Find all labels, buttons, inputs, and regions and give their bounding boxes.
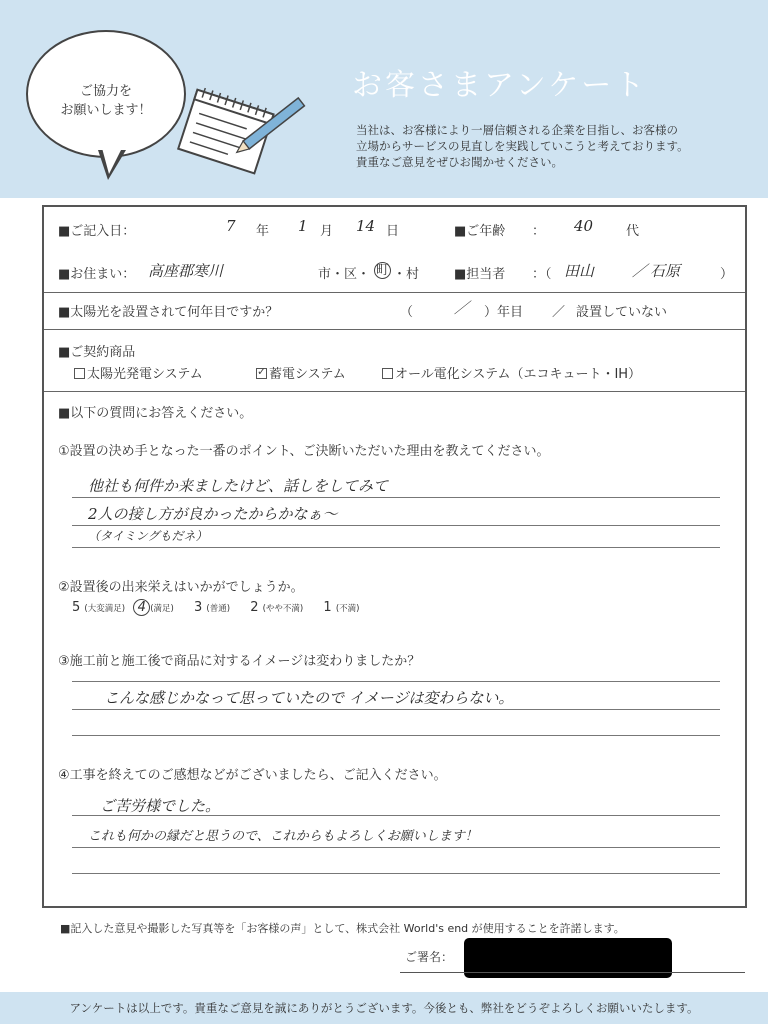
- products-label: ■ご契約商品: [58, 345, 136, 360]
- rating-3[interactable]: 3 (普通): [193, 600, 231, 615]
- solar-none-option[interactable]: 設置していない: [576, 305, 668, 320]
- usage-consent-note: ■記入した意見や撮影した写真等を「お客様の声」として、株式会社 World's end が使用することを許諾します。: [60, 922, 625, 935]
- date-year-unit: 年: [256, 224, 270, 239]
- questions-heading: ■以下の質問にお答えください。: [58, 406, 253, 421]
- checkbox-unchecked-icon[interactable]: [382, 368, 393, 379]
- age-colon: ：: [532, 224, 546, 239]
- address-unit-city: 市・区・: [318, 267, 371, 282]
- answer-3[interactable]: こんな感じかなって思っていたので イメージは変わらない。: [104, 689, 514, 707]
- answer-1-line-1[interactable]: 他社も何件か来ましたけど、話しをしてみて: [88, 477, 389, 495]
- rating-4-selected[interactable]: 4 (満足): [133, 600, 174, 615]
- solar-close: ）年目: [484, 305, 524, 320]
- product-option-solar[interactable]: 太陽光発電システム: [74, 363, 203, 382]
- rating-5[interactable]: 5 (大変満足): [72, 600, 126, 615]
- satisfaction-scale: [72, 599, 359, 616]
- address-unit-village: ・村: [393, 267, 420, 282]
- date-day-unit: 日: [386, 224, 400, 239]
- date-month-value[interactable]: 1: [298, 217, 308, 235]
- solar-question: ■太陽光を設置されて何年目ですか？: [58, 305, 279, 320]
- notepad-pencil-icon: [170, 80, 310, 180]
- divider: [44, 292, 745, 293]
- date-month-unit: 月: [320, 224, 334, 239]
- age-value[interactable]: 40: [574, 217, 594, 235]
- staff-name-1[interactable]: 田山: [564, 262, 595, 280]
- rating-1[interactable]: 1 (不満): [323, 600, 360, 615]
- staff-close: ）: [720, 267, 734, 282]
- intro-text: 当社は、お客様により一層信頼される企業を目指し、お客様の 立場からサービスの見直しを実践していこうと考えております。 貴重なご意見をぜひお聞かせください。: [356, 123, 689, 169]
- solar-open: （: [400, 305, 414, 320]
- age-unit: 代: [626, 224, 640, 239]
- checkbox-unchecked-icon[interactable]: [74, 368, 85, 379]
- signature-label: ご署名：: [405, 950, 454, 964]
- staff-name-2[interactable]: 石原: [650, 262, 681, 280]
- address-label: ■お住まい：: [58, 267, 136, 282]
- rating-2[interactable]: 2 (やや不満): [250, 600, 304, 615]
- footer-text: アンケートは以上です。貴重なご意見を誠にありがとうございます。今後とも、弊社をどうぞよろしくお願いいたします。: [69, 1001, 699, 1015]
- question-3: ③施工前と施工後で商品に対するイメージは変わりましたか？: [58, 654, 421, 669]
- answer-4-line-1[interactable]: ご苦労様でした。: [100, 797, 221, 815]
- speech-bubble-text: ご協力を お願いします！: [60, 84, 152, 118]
- divider: [44, 391, 745, 392]
- question-1: ①設置の決め手となった一番のポイント、ご決断いただいた理由を教えてください。: [58, 444, 550, 459]
- staff-label: ■担当者: [454, 267, 506, 282]
- answer-4-line-2[interactable]: これも何かの縁だと思うので、これからもよろしくお願いします！: [88, 829, 478, 844]
- question-2: ②設置後の出来栄えはいかがでしょうか。: [58, 580, 304, 595]
- solar-separator: ／: [552, 305, 566, 320]
- page-title: お客さまアンケート: [352, 68, 648, 103]
- divider: [44, 329, 745, 330]
- question-4: ④工事を終えてのご感想などがございましたら、ご記入ください。: [58, 768, 447, 783]
- product-option-all-electric[interactable]: オール電化システム（エコキュート・IH）: [382, 363, 641, 382]
- solar-slash: ／: [454, 299, 470, 317]
- answer-1-line-3[interactable]: （タイミングもだネ）: [88, 529, 208, 543]
- age-label: ■ご年齢: [454, 224, 506, 239]
- signature-line: [400, 972, 745, 973]
- staff-open: ：（: [532, 267, 552, 282]
- answer-1-line-2[interactable]: 2人の接し方が良かったからかなぁ～: [88, 505, 338, 523]
- staff-separator: ／: [632, 262, 648, 280]
- survey-form: [42, 205, 747, 908]
- address-value[interactable]: 高座郡寒川: [148, 262, 224, 280]
- date-label: ■ご記入日：: [58, 224, 136, 239]
- address-unit-town-circled: 町: [375, 263, 389, 278]
- product-option-storage[interactable]: ✓ 蓄電システム: [256, 363, 346, 382]
- checkbox-checked-icon[interactable]: [256, 368, 267, 379]
- date-day-value[interactable]: 14: [356, 217, 376, 235]
- date-year-value[interactable]: 7: [226, 217, 236, 235]
